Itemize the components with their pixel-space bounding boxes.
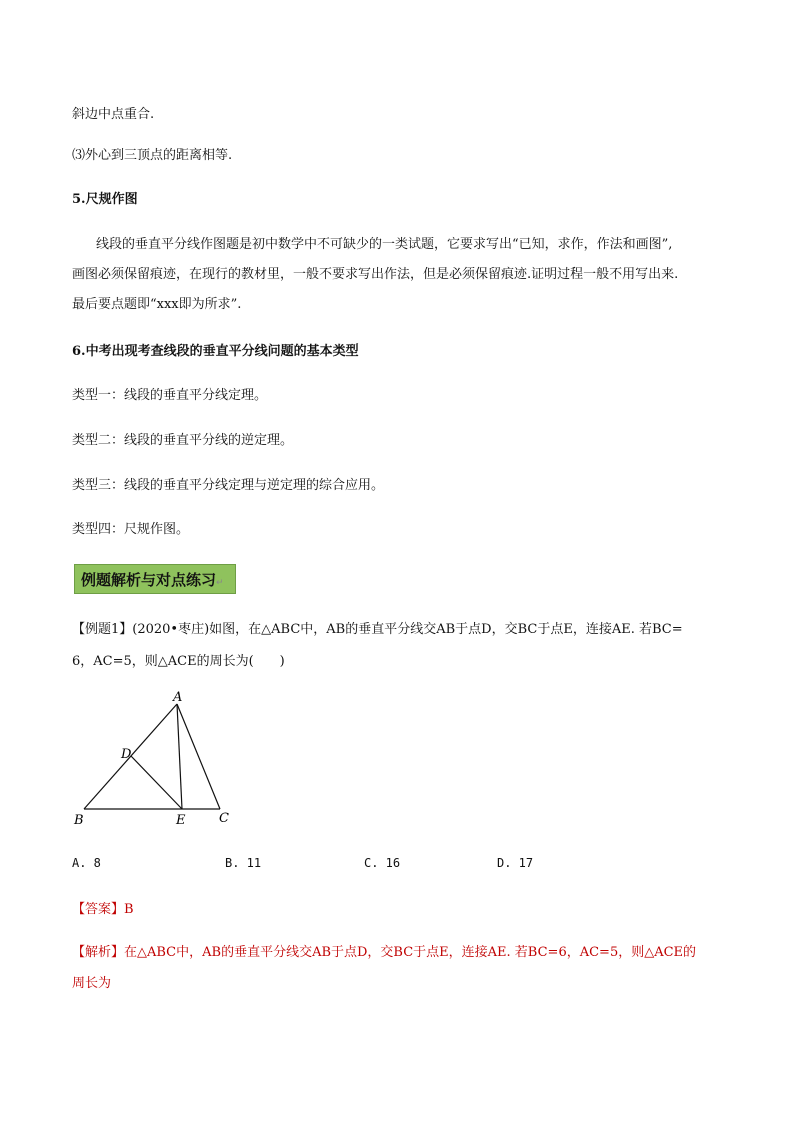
heading-5: 5.尺规作图 <box>72 192 138 207</box>
type-4: 类型四：尺规作图。 <box>72 522 190 537</box>
triangle-figure <box>0 690 794 830</box>
label-b: B <box>74 813 84 828</box>
label-c: C <box>219 811 229 826</box>
line-circumcenter: ⑶外心到三顶点的距离相等. <box>72 148 233 163</box>
example-line-1: 【例题1】(2020•枣庄)如图，在△ABC中，AB的垂直平分线交AB于点D，交BC于点E，连接AE. 若BC= <box>72 622 683 637</box>
analysis-line-1: 【解析】在△ABC中，AB的垂直平分线交AB于点D，交BC于点E，连接AE. 若BC=6，AC=5，则△ACE的 <box>72 945 697 960</box>
paragraph-line-3: 最后要点题即“xxx即为所求”. <box>72 297 242 312</box>
analysis-line-2: 周长为 <box>72 976 112 991</box>
label-e: E <box>176 813 186 828</box>
banner-text: 例题解析与对点练习 <box>81 571 217 589</box>
type-2: 类型二：线段的垂直平分线的逆定理。 <box>72 433 294 448</box>
segment-ac <box>177 704 220 809</box>
segment-ae <box>177 704 182 809</box>
section-banner <box>74 564 236 594</box>
paragraph-line-1: 线段的垂直平分线作图题是初中数学中不可缺少的一类试题，它要求写出“已知，求作，作法和画图”, <box>96 237 673 252</box>
heading-6: 6.中考出现考查线段的垂直平分线问题的基本类型 <box>72 344 359 359</box>
answer-line: 【答案】B <box>72 902 134 917</box>
type-1: 类型一：线段的垂直平分线定理。 <box>72 388 268 403</box>
label-a: A <box>173 690 183 705</box>
option-b: B. 11 <box>225 856 262 870</box>
paragraph-line-2: 画图必须保留痕迹，在现行的教材里，一般不要求写出作法，但是必须保留痕迹.证明过程一般不用写出来. <box>72 267 679 282</box>
type-3: 类型三：线段的垂直平分线定理与逆定理的综合应用。 <box>72 478 385 493</box>
segment-de <box>131 756 182 809</box>
label-d: D <box>121 747 132 762</box>
example-line-2: 6，AC=5，则△ACE的周长为( ) <box>72 654 285 669</box>
option-a: A. 8 <box>72 856 101 870</box>
option-d: D. 17 <box>497 856 534 870</box>
option-c: C. 16 <box>364 856 401 870</box>
return-mark-icon: ↵ <box>216 578 224 588</box>
line-hypotenuse: 斜边中点重合. <box>72 107 155 122</box>
